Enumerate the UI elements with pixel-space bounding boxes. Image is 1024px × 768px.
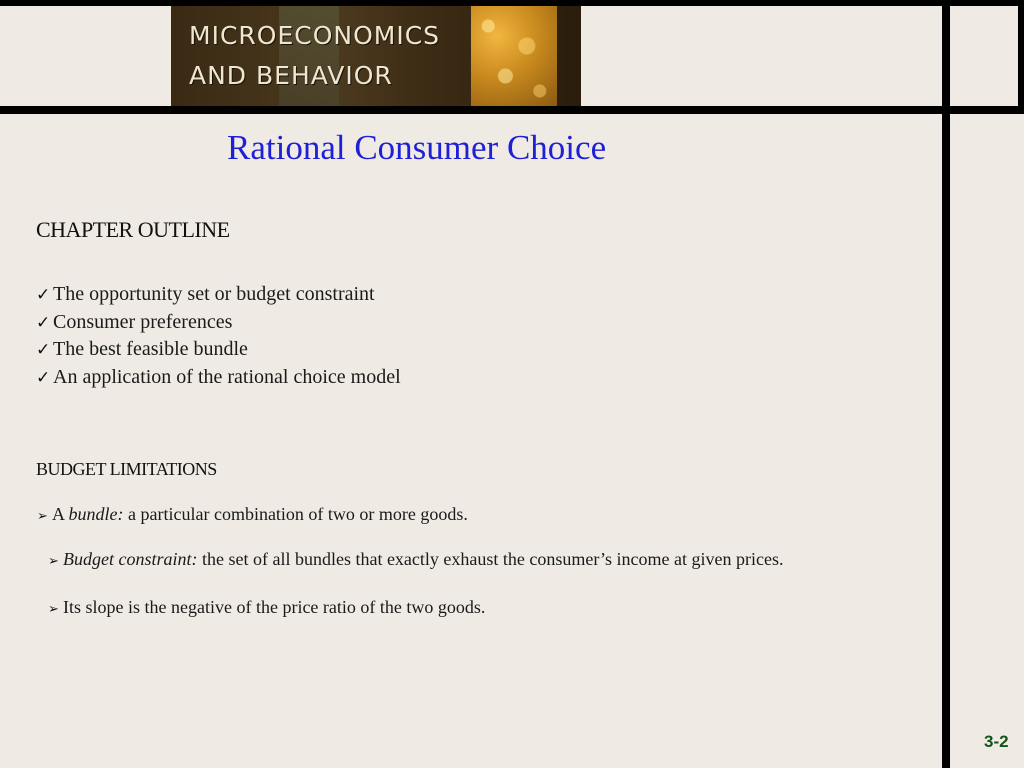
slide-number: 3-2: [984, 732, 1009, 751]
arrow-bullet-icon: ➢: [48, 601, 59, 616]
budget-constraint-definition: [48, 549, 783, 570]
banner-title-line-2: AND BEHAVIOR: [189, 61, 393, 90]
check-mark-icon: ✓: [36, 285, 51, 304]
frame-right-border: [1018, 0, 1024, 106]
arrow-bullet-icon: ➢: [48, 553, 59, 568]
check-mark-icon: ✓: [36, 312, 51, 332]
list-item: [36, 364, 401, 392]
check-mark-icon: ✓: [36, 367, 51, 387]
budget-constraint-text: the set of all bundles that exactly exhaust the consumer’s income at given prices.: [197, 549, 784, 569]
banner-title: [189, 16, 440, 96]
chapter-outline-heading: CHAPTER OUTLINE: [36, 217, 230, 242]
list-item-label: An application of the rational choice model: [53, 365, 401, 388]
bundle-term: bundle:: [68, 504, 124, 524]
banner-glass-pane-amber: [471, 6, 557, 106]
budget-constraint-term: Budget constraint:: [63, 549, 198, 569]
chapter-outline-list: [36, 281, 401, 391]
bundle-definition-text: a particular combination of two or more goods.: [123, 504, 468, 524]
slope-text: Its slope is the negative of the price ratio of the two goods.: [63, 597, 486, 617]
course-banner: [171, 6, 581, 106]
frame-header-divider: [0, 106, 1024, 114]
arrow-bullet-icon: ➢: [37, 508, 48, 523]
check-mark-icon: ✓: [36, 340, 51, 359]
slope-statement: [48, 597, 485, 618]
list-item: [36, 309, 401, 337]
banner-title-line-1: MICROECONOMICS: [189, 21, 441, 50]
slide-title: Rational Consumer Choice: [227, 128, 607, 167]
list-item-label: Consumer preferences: [53, 310, 233, 333]
bundle-prefix: A: [52, 504, 69, 524]
list-item-label: The opportunity set or budget constraint: [53, 283, 375, 305]
list-item: [36, 281, 401, 309]
list-item-label: The best feasible bundle: [53, 338, 248, 360]
bundle-definition: [37, 504, 468, 525]
budget-limitations-heading: BUDGET LIMITATIONS: [36, 459, 217, 479]
frame-vertical-divider: [942, 0, 950, 768]
list-item: [36, 336, 401, 364]
